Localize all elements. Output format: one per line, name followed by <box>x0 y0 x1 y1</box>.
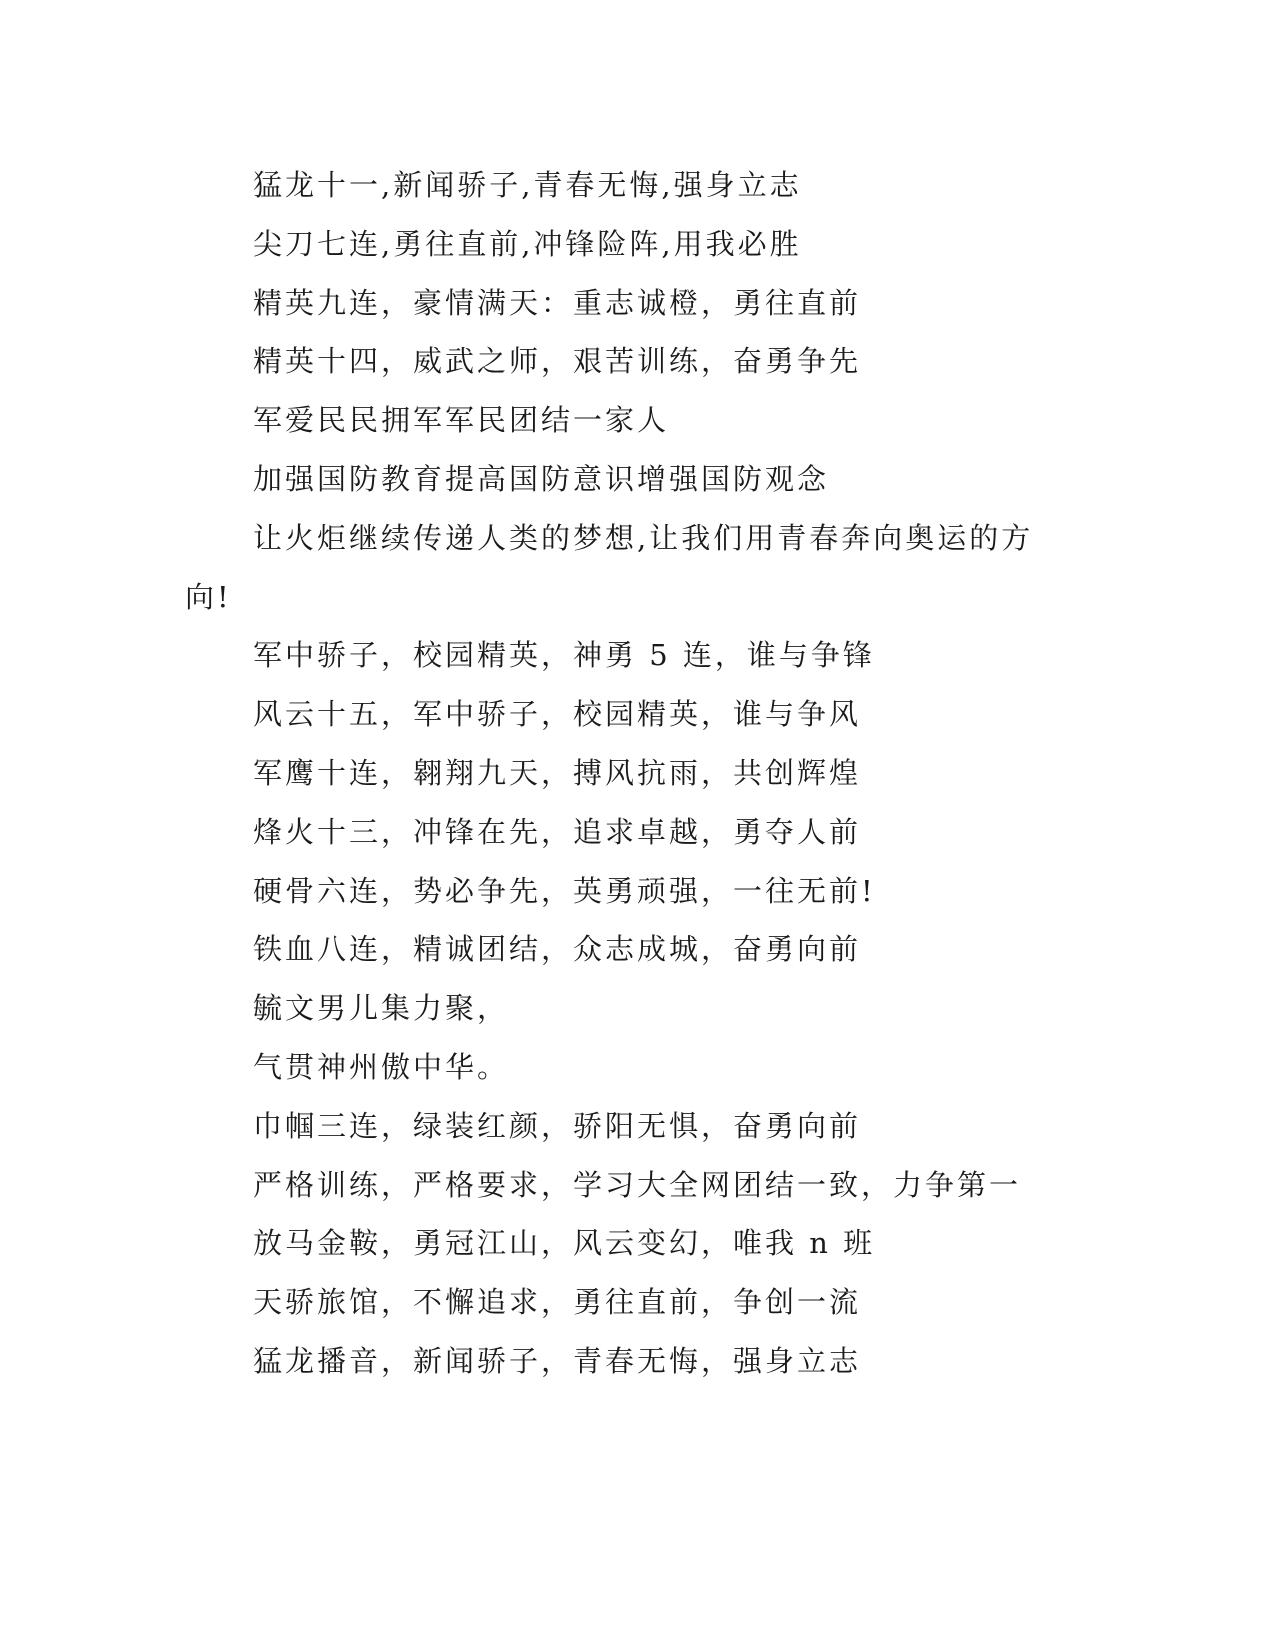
slogan-text-block <box>185 156 1065 1391</box>
text-line: 让火炬继续传递人类的梦想,让我们用青春奔向奥运的方 <box>253 520 1034 555</box>
text-line-continuation: 向! <box>185 579 232 614</box>
text-line: 军中骄子，校园精英，神勇 5 连，谁与争锋 <box>253 638 875 673</box>
text-line: 精英九连，豪情满天：重志诚橙，勇往直前 <box>253 285 862 320</box>
text-line: 硬骨六连，势必争先，英勇顽强，一往无前! <box>253 873 876 908</box>
text-line: 猛龙十一,新闻骄子,青春无悔,强身立志 <box>253 168 802 202</box>
text-line: 风云十五，军中骄子，校园精英，谁与争风 <box>253 697 862 732</box>
text-line: 烽火十三，冲锋在先，追求卓越，勇夺人前 <box>253 814 862 849</box>
text-line: 铁血八连，精诚团结，众志成城，奋勇向前 <box>253 932 862 967</box>
text-line: 巾帼三连，绿装红颜，骄阳无惧，奋勇向前 <box>253 1108 862 1143</box>
text-line: 放马金鞍，勇冠江山，风云变幻，唯我 n 班 <box>253 1226 876 1261</box>
text-line: 军爱民民拥军军民团结一家人 <box>253 403 670 438</box>
text-line: 天骄旅馆，不懈追求，勇往直前，争创一流 <box>253 1285 862 1320</box>
text-line: 精英十四，威武之师，艰苦训练，奋勇争先 <box>253 344 862 379</box>
text-line: 猛龙播音，新闻骄子，青春无悔，强身立志 <box>253 1343 862 1378</box>
text-line: 尖刀七连,勇往直前,冲锋险阵,用我必胜 <box>253 226 802 261</box>
text-line: 加强国防教育提高国防意识增强国防观念 <box>253 461 830 496</box>
text-line: 军鹰十连，翱翔九天，搏风抗雨，共创辉煌 <box>253 755 862 790</box>
text-line: 严格训练，严格要求，学习大全网团结一致，力争第一 <box>253 1167 1022 1202</box>
text-line: 气贯神州傲中华。 <box>253 1049 510 1084</box>
text-line: 毓文男儿集力聚， <box>253 991 510 1026</box>
